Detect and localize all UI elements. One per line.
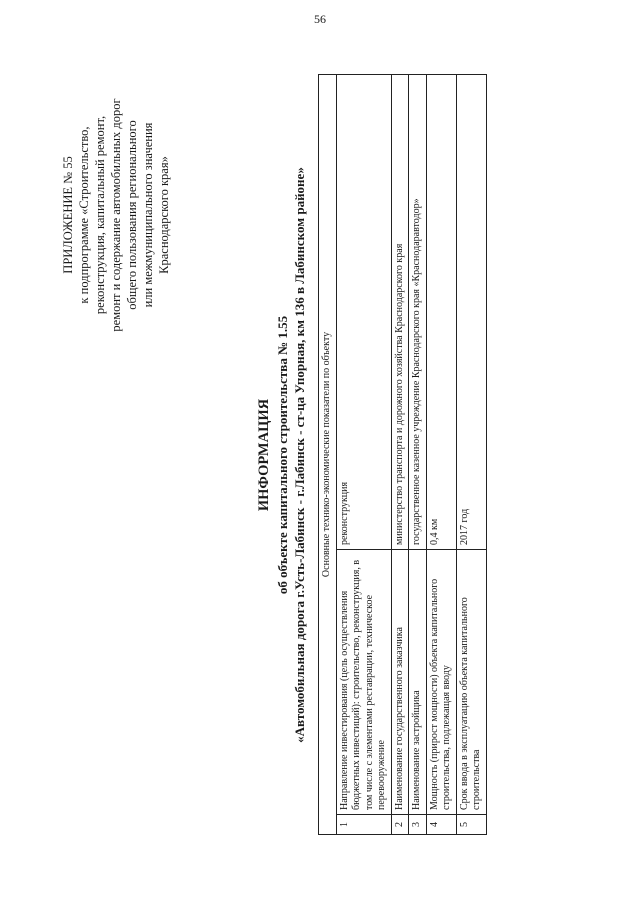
appendix-line: реконструкция, капитальный ремонт,: [93, 115, 107, 315]
table-row: [391, 74, 409, 834]
row-value: министерство транспорта и дорожного хозяйства Краснодарского края: [391, 74, 409, 549]
row-name: Срок ввода в эксплуатацию объекта капитального строительства: [456, 550, 486, 815]
appendix-line: Краснодарского края»: [157, 156, 171, 274]
info-title: ИНФОРМАЦИЯ: [256, 398, 272, 512]
table-row: [336, 74, 391, 834]
table-row: [456, 74, 486, 834]
page-number: 56: [314, 12, 326, 26]
appendix-line: ПРИЛОЖЕНИЕ № 55: [61, 156, 75, 274]
indicators-table: [318, 74, 487, 835]
row-name: Наименование застройщика: [409, 550, 427, 815]
row-number: 2: [391, 815, 409, 835]
row-value: 2017 год: [456, 74, 486, 549]
row-name: Наименование государственного заказчика: [391, 550, 409, 815]
appendix-line: к подпрограмме «Строительство,: [77, 126, 91, 304]
row-value: реконструкция: [336, 74, 391, 549]
info-object: «Автомобильная дорога г.Усть-Лабинск - г.Лабинск - ст-ца Упорная, км 136 в Лабинском районе»: [292, 167, 307, 743]
row-number: 1: [336, 815, 391, 835]
appendix-line: или межмуниципального значения: [141, 122, 155, 308]
row-number: 4: [426, 815, 456, 835]
row-value: 0,4 км: [426, 74, 456, 549]
row-number: 3: [409, 815, 427, 835]
info-heading: [255, 65, 308, 845]
appendix-line: общего пользования регионального: [125, 120, 139, 310]
appendix-block: [60, 65, 172, 365]
table-row: [426, 74, 456, 834]
rotated-content: [50, 65, 610, 845]
appendix-line: ремонт и содержание автомобильных дорог: [109, 98, 123, 332]
row-number: 5: [456, 815, 486, 835]
row-value: государственное казенное учреждение Краснодарского края «Краснодаравтодор»: [409, 74, 427, 549]
table-header: Основные технико-экономические показатели по объекту: [319, 74, 337, 834]
info-subtitle: об объекте капитального строительства № 1.55: [275, 315, 290, 595]
row-name: Мощность (прирост мощности) объекта капитального строительства, подлежащая вводу: [426, 550, 456, 815]
table-row: [409, 74, 427, 834]
row-name: Направление инвестирования (цель осуществления бюджетных инвестиций): строительство, реконструкция, в том числе с элементами реставрации, техническое перевооружение: [336, 550, 391, 815]
